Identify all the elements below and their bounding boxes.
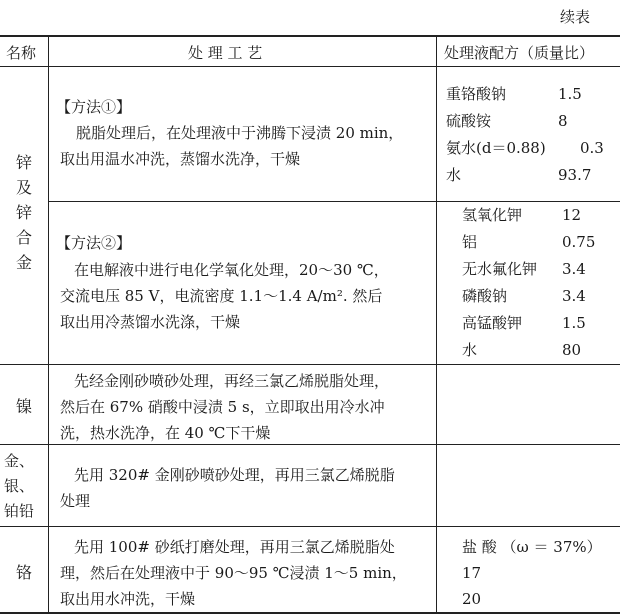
header-formula: 处理液配方（质量比） [444, 44, 595, 62]
formula-name: 氨水(d＝0.88) [446, 139, 546, 157]
formula-value: 8 [558, 112, 568, 130]
text-line: 先经金刚砂喷砂处理，再经三氯乙烯脱脂处理， [74, 372, 390, 390]
method2-label: 【方法②】 [56, 234, 132, 252]
formula-value: 1.5 [558, 85, 582, 103]
formula-value: 93.7 [558, 166, 592, 184]
text-line: 然后在 67% 硝酸中浸渍 5 s，立即取出用冷水冲 [60, 398, 385, 416]
row-chromium-name: 铬 [16, 563, 33, 582]
table-top-rule [0, 35, 620, 37]
formula-name: 磷酸钠 [462, 287, 508, 305]
method2-formula [462, 203, 616, 363]
continued-label: 续表 [560, 8, 591, 26]
method1-formula [446, 82, 616, 192]
formula-name: 铝 [462, 233, 478, 251]
header-bottom-rule [0, 66, 620, 67]
formula-value: 3.4 [562, 287, 586, 305]
method1-text [60, 120, 403, 172]
formula-name: 水 [446, 166, 462, 184]
row-divider-gold [0, 526, 620, 527]
name-char: 及 [15, 178, 32, 197]
column-divider-2 [436, 35, 437, 613]
row-chromium-formula [462, 534, 602, 612]
formula-value: 0.75 [562, 233, 596, 251]
name-char: 锌 [15, 203, 32, 222]
name-line: 金、 [4, 452, 35, 470]
formula-name: 高锰酸钾 [462, 314, 523, 332]
text-line: 理，然后在处理液中于 90～95 ℃浸渍 1～5 min， [60, 564, 407, 582]
table-bottom-rule [0, 612, 620, 614]
formula-name: 水 [462, 341, 478, 359]
header-name: 名称 [6, 44, 37, 62]
row-gold-text [60, 462, 395, 514]
formula-value: 80 [562, 341, 582, 359]
formula-line: 盐 酸 （ω ＝ 37%） [462, 538, 602, 556]
row-nickel-text [60, 368, 389, 446]
formula-value: 3.4 [562, 260, 586, 278]
text-line: 脱脂处理后，在处理液中于沸腾下浸渍 20 min， [76, 124, 404, 142]
formula-name: 氢氧化钾 [462, 206, 523, 224]
formula-value: 0.3 [580, 139, 604, 157]
row-divider-zinc [0, 364, 620, 365]
zinc-method-divider [48, 201, 620, 202]
method2-text [60, 257, 389, 335]
text-line: 取出用温水冲洗，蒸馏水洗净，干燥 [60, 150, 301, 168]
formula-name: 硫酸铵 [446, 112, 492, 130]
text-line: 先用 100# 砂纸打磨处理，再用三氯乙烯脱脂处 [74, 538, 395, 556]
method1-label: 【方法①】 [56, 98, 132, 116]
name-line: 银、 [4, 477, 35, 495]
row-nickel-name: 镍 [16, 397, 33, 416]
formula-name: 无水氟化钾 [462, 260, 538, 278]
text-line: 取出用水冲洗，干燥 [60, 590, 196, 608]
text-line: 洗，热水洗净，在 40 ℃下干燥 [60, 424, 271, 442]
formula-line: 17 [462, 564, 482, 582]
formula-name: 重铬酸钠 [446, 85, 507, 103]
formula-value: 1.5 [562, 314, 586, 332]
formula-line: 20 [462, 590, 482, 608]
row-gold-name [4, 449, 34, 524]
row-zinc-name [0, 150, 48, 275]
row-chromium-text [60, 534, 407, 612]
name-char: 金 [15, 253, 32, 272]
name-char: 锌 [15, 153, 32, 172]
header-process: 处 理 工 艺 [188, 44, 263, 62]
text-line: 先用 320# 金刚砂喷砂处理，再用三氯乙烯脱脂 [74, 466, 395, 484]
formula-value: 12 [562, 206, 582, 224]
text-line: 取出用冷蒸馏水洗涤，干燥 [60, 313, 241, 331]
name-line: 铂铅 [4, 502, 35, 520]
column-divider-1 [48, 35, 49, 613]
text-line: 在电解液中进行电化学氧化处理，20～30 ℃， [74, 261, 389, 279]
text-line: 处理 [60, 492, 91, 510]
name-char: 合 [15, 228, 32, 247]
text-line: 交流电压 85 V，电流密度 1.1～1.4 A/m². 然后 [60, 287, 383, 305]
